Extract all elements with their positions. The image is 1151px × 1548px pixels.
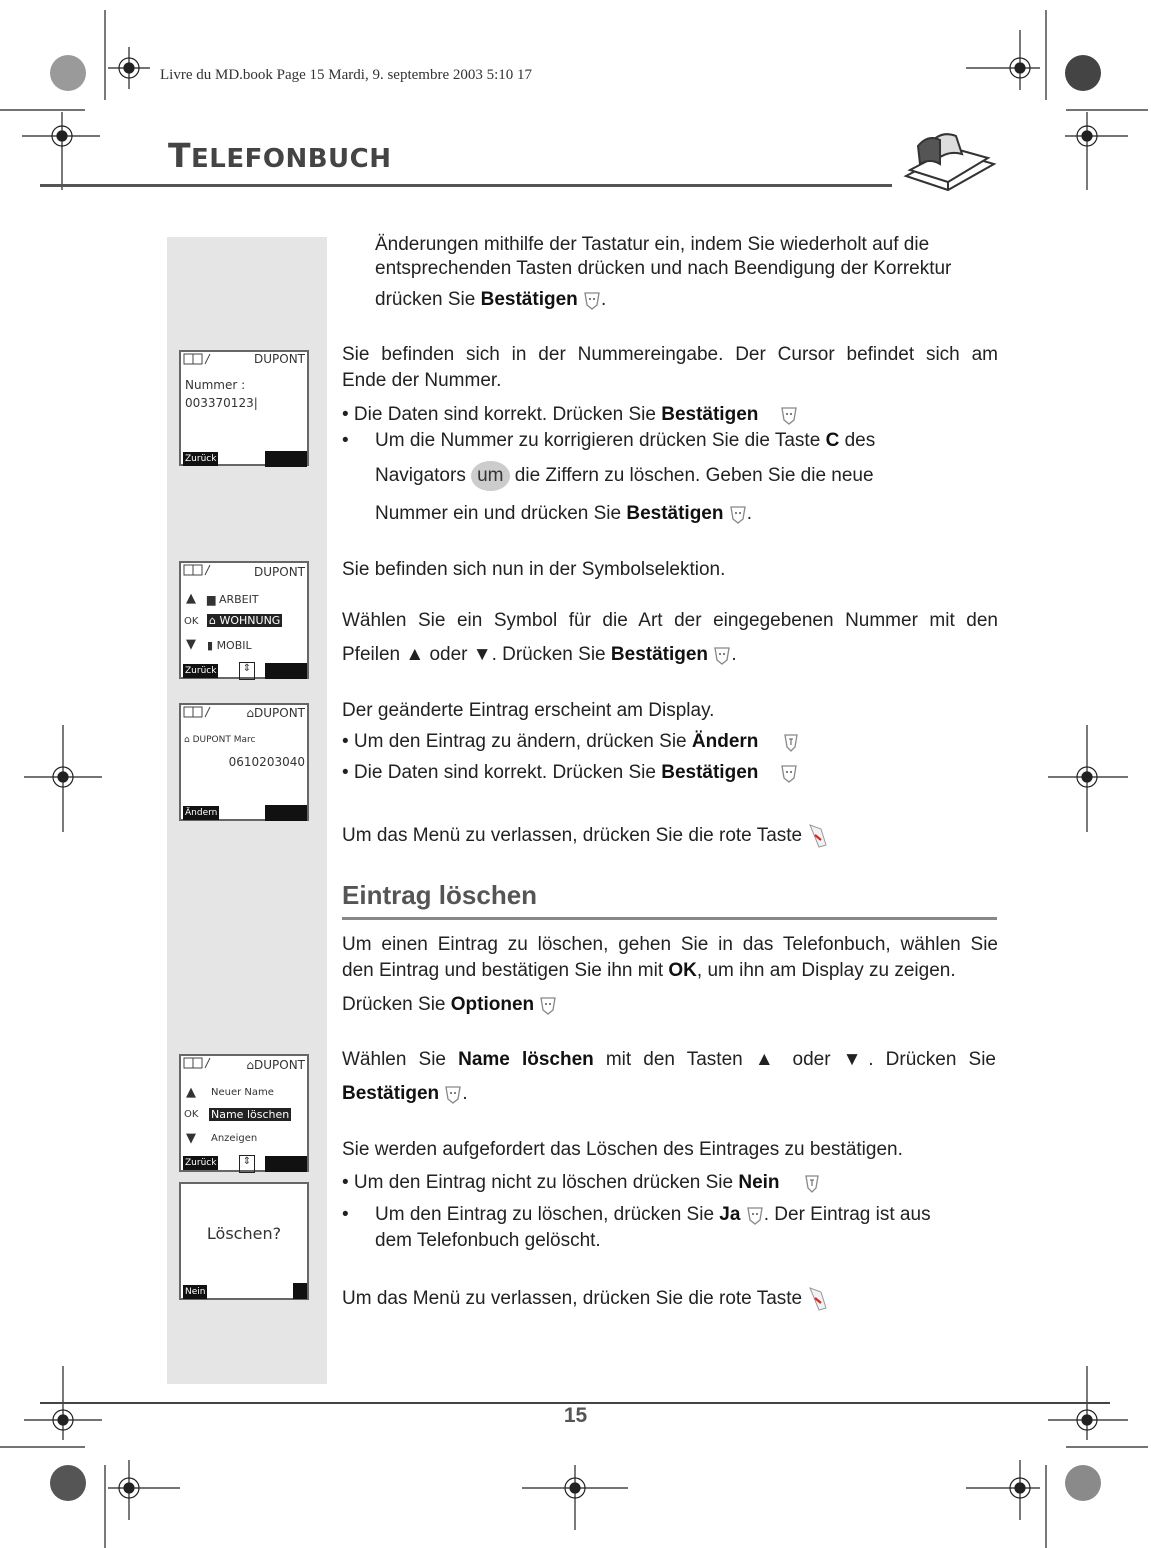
screen-delete-prompt: Löschen? [206,1224,282,1243]
confirm-bullet-2-line-2: dem Telefonbuch gelöscht. [375,1230,601,1251]
screen-contact-name: ⌂DUPONT [246,1058,305,1072]
display-symbol-select [179,561,309,679]
confirm-bullet-2-marker: • [342,1204,349,1225]
screen-number-label: Nummer : [185,378,246,392]
red-key-icon [807,1286,829,1312]
display-changed-entry [179,703,309,821]
screen-softkey-left: Nein [185,1287,206,1297]
changed-bullet-2: • Die Daten sind korrekt. Drücken Sie Bestätigen [342,760,798,786]
select-line-2: Bestätigen . [342,1083,468,1104]
symbol-line-2: Wählen Sie ein Symbol für die Art der eingegebenen Nummer mit den [342,610,998,631]
confirm-line: Sie werden aufgefordert das Löschen des Eintrages zu bestätigen. [342,1139,903,1160]
screen-number-value: 003370123| [185,396,258,410]
screen-item-mobile: ▮ MOBIL [207,639,252,652]
print-header: Livre du MD.book Page 15 Mardi, 9. septembre 2003 5:10 17 [160,67,533,83]
number-bullet-2-line-1: Um die Nummer zu korrigieren drücken Sie die Taste C des [375,430,876,451]
up-arrow-icon: ▲ [186,591,196,606]
confirm-key-icon [444,1084,462,1104]
confirm-bullet-1: • Um den Eintrag nicht zu löschen drücken Sie Nein [342,1170,821,1196]
delete-line-1: Um einen Eintrag zu löschen, gehen Sie in das Telefonbuch, wählen Sie [342,934,998,955]
number-bullet-2-line-2: Navigators um die Ziffern zu löschen. Geben Sie die neue [375,461,874,491]
changed-exit-line: Um das Menü zu verlassen, drücken Sie die rote Taste [342,823,829,849]
phonebook-icon [183,564,211,576]
confirm-key-icon [780,405,798,425]
intro-line-3: drücken Sie Bestätigen . [375,289,607,310]
screen-item-new-name: Neuer Name [211,1087,274,1098]
display-options-menu [179,1054,309,1172]
screen-entry-number: 0610203040 [228,755,305,769]
screen-item-delete-name: Name löschen [211,1108,290,1121]
confirm-key-icon [729,504,747,524]
symbol-line-3: Pfeilen ▲ oder ▼. Drücken Sie Bestätigen . [342,644,737,665]
display-delete-confirm [179,1182,309,1300]
navigator-icon: ⇕ [239,1155,255,1173]
screen-ok-label: OK [184,1109,199,1120]
screen-entry-name: ⌂ DUPONT Marc [184,735,256,745]
number-bullet-2-line-3: Nummer ein und drücken Sie Bestätigen . [375,503,753,524]
confirm-key-icon [713,645,731,665]
delete-exit-line: Um das Menü zu verlassen, drücken Sie die rote Taste [342,1286,829,1312]
confirm-key-icon [746,1205,764,1225]
screen-softkey-right [265,805,307,821]
display-number-entry [179,350,309,466]
navigator-icon: ⇕ [239,662,255,680]
down-arrow-icon: ▼ [186,637,196,652]
screen-contact-name: ⌂DUPONT [246,706,305,720]
delete-heading-rule [342,917,997,920]
phonebook-icon [183,353,211,365]
screen-softkey-right [265,1156,307,1172]
navigator-c-key-icon: um [471,461,509,491]
page-number: 15 [563,1404,588,1427]
screen-softkey-left: Zurück [185,1158,217,1168]
intro-line-1: Änderungen mithilfe der Tastatur ein, indem Sie wiederholt auf die [375,234,930,255]
confirm-key-icon [780,763,798,783]
intro-line-2: entsprechenden Tasten drücken und nach Beendigung der Korrektur [375,258,952,279]
delete-line-3: Drücken Sie Optionen [342,992,557,1018]
number-line-2: Ende der Nummer. [342,370,502,391]
number-bullet-1: • Die Daten sind korrekt. Drücken Sie Bestätigen [342,402,798,428]
confirm-key-icon [539,995,557,1015]
screen-item-work: ▆ ARBEIT [207,593,259,606]
screen-softkey-right [293,1283,307,1299]
up-arrow-icon: ▲ [186,1085,196,1100]
left-softkey-icon [803,1173,821,1193]
delete-heading: Eintrag löschen [342,880,538,910]
confirm-bullet-2-line-1: Um den Eintrag zu löschen, drücken Sie Ja . Der Eintrag ist aus [375,1204,931,1225]
screen-contact-name: DUPONT [253,565,305,579]
book-icon [900,124,1000,202]
screen-softkey-right [265,663,307,679]
changed-line-1: Der geänderte Eintrag erscheint am Display. [342,700,715,721]
screen-item-show: Anzeigen [211,1133,258,1144]
page-title: TELEFONBUCH [168,136,392,175]
select-line-1: Wählen Sie Name löschen mit den Tasten ▲ oder ▼. Drücken Sie [342,1049,996,1070]
confirm-key-icon [583,290,601,310]
screen-ok-label: OK [184,616,199,627]
delete-line-2: den Eintrag und bestätigen Sie ihn mit OK, um ihn am Display zu zeigen. [342,960,956,981]
screen-softkey-right [265,451,307,467]
left-softkey-icon [782,732,800,752]
screen-softkey-left: Ändern [185,808,218,818]
red-key-icon [807,823,829,849]
number-bullet-2-marker: • [342,430,349,451]
phonebook-icon [183,1057,211,1069]
screen-softkey-left: Zurück [185,454,217,464]
screen-softkey-left: Zurück [185,666,217,676]
down-arrow-icon: ▼ [186,1131,196,1146]
number-line-1: Sie befinden sich in der Nummereingabe. Der Cursor befindet sich am [342,344,998,365]
changed-bullet-1: • Um den Eintrag zu ändern, drücken Sie Ändern [342,729,800,755]
title-rule [40,184,892,187]
phonebook-icon [183,706,211,718]
screen-contact-name: DUPONT [253,352,305,366]
screen-item-home: ⌂ WOHNUNG [209,614,281,627]
symbol-line-1: Sie befinden sich nun in der Symbolselektion. [342,559,726,580]
